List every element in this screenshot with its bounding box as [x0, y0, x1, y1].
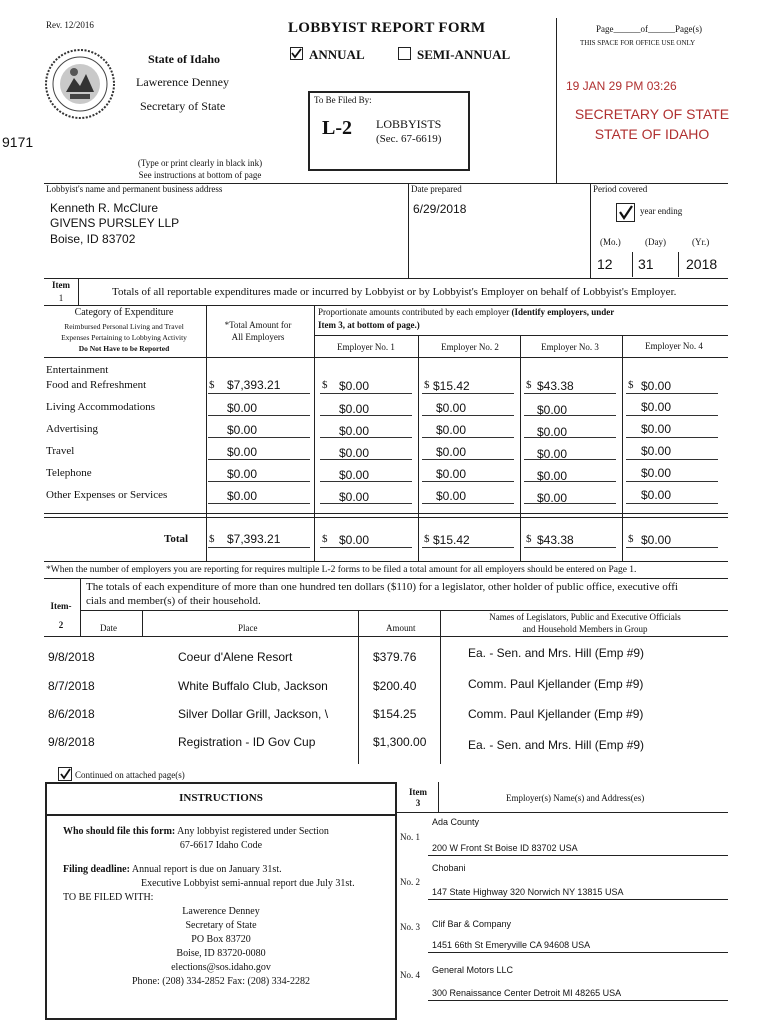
- employer4-name[interactable]: General Motors LLC: [432, 965, 514, 975]
- item2-row2-date[interactable]: 8/7/2018: [48, 679, 95, 693]
- semi-annual-option[interactable]: [398, 47, 510, 63]
- travel-emp1[interactable]: $0.00: [339, 446, 370, 460]
- item2-number: 2: [58, 620, 64, 630]
- advertising-emp2[interactable]: $0.00: [436, 423, 467, 437]
- phone-fax: Phone: (208) 334-2852 Fax: (208) 334-2282: [131, 976, 311, 987]
- row-label-living: Living Accommodations: [46, 401, 156, 413]
- telephone-total[interactable]: $0.00: [227, 467, 258, 481]
- item2-heading: The totals of each expenditure of more than one hundred ten dollars ($110) for a legislator, other holder of public office, executive offi: [86, 581, 678, 593]
- year-ending-label: year ending: [640, 206, 683, 216]
- day-label: (Day): [645, 237, 666, 247]
- received-stamp-line2: STATE OF IDAHO: [594, 126, 710, 142]
- continued-label: Continued on attached page(s): [75, 770, 185, 780]
- annual-label: ANNUAL: [309, 47, 365, 62]
- employer2-name[interactable]: Chobani: [432, 863, 466, 873]
- election-email[interactable]: elections@sos.idaho.gov: [171, 962, 271, 973]
- annual-option[interactable]: [290, 47, 365, 63]
- proportionate-header: Proportionate amounts contributed by each employer (Identify employers, under: [318, 307, 615, 317]
- annual-checkbox[interactable]: [290, 47, 303, 60]
- instructions-title: INSTRUCTIONS: [179, 792, 263, 804]
- living-emp1[interactable]: $0.00: [339, 402, 370, 416]
- item1-footnote: *When the number of employers you are reporting for requires multiple L-2 forms to be filed a total amount for all employers should be entered on Page 1.: [46, 565, 637, 575]
- other-total[interactable]: $0.00: [227, 489, 258, 503]
- filing-deadline: Filing deadline: Annual report is due on January 31st.: [63, 864, 282, 875]
- telephone-emp3[interactable]: $0.00: [537, 469, 568, 483]
- other-emp4[interactable]: $0.00: [641, 488, 672, 502]
- employer-col-1: Employer No. 1: [337, 342, 395, 352]
- item3-label: Item: [409, 787, 427, 797]
- employer4-no: No. 4: [400, 970, 420, 980]
- month-label: (Mo.): [600, 237, 621, 247]
- advertising-emp1[interactable]: $0.00: [339, 424, 370, 438]
- item2-row1-names[interactable]: Ea. - Sen. and Mrs. Hill (Emp #9): [468, 646, 645, 660]
- item2-heading-2: cials and member(s) of their household.: [86, 595, 261, 607]
- telephone-emp4[interactable]: $0.00: [641, 466, 672, 480]
- advertising-emp3[interactable]: $0.00: [537, 425, 568, 439]
- category-title: Category of Expenditure: [74, 307, 174, 318]
- lobbyist-address-label: Lobbyist's name and permanent business address: [46, 184, 223, 194]
- continued-option[interactable]: [58, 767, 185, 781]
- total-emp4[interactable]: $0.00: [641, 533, 672, 547]
- period-month[interactable]: 12: [597, 256, 613, 272]
- item2-label: Item-: [50, 601, 72, 611]
- received-stamp-line1: SECRETARY OF STATE: [574, 106, 730, 122]
- travel-total[interactable]: $0.00: [227, 445, 258, 459]
- item2-row4-date[interactable]: 9/8/2018: [48, 735, 95, 749]
- advertising-emp4[interactable]: $0.00: [641, 422, 672, 436]
- employer1-no: No. 1: [400, 832, 420, 842]
- who-should-file: Who should file this form: Any lobbyist registered under Section: [63, 826, 329, 837]
- margin-number: 9171: [2, 134, 34, 150]
- address-line-4: Boise, ID 83720-0080: [176, 948, 266, 959]
- item2-col-names: Names of Legislators, Public and Executive Officials: [489, 612, 681, 622]
- other-emp3[interactable]: $0.00: [537, 491, 568, 505]
- who-should-file-2: 67-6617 Idaho Code: [179, 840, 263, 851]
- employer4-address[interactable]: 300 Renaissance Center Detroit MI 48265 USA: [432, 988, 622, 998]
- employer-col-4: Employer No. 4: [645, 341, 703, 351]
- employer3-no: No. 3: [400, 922, 420, 932]
- item3-heading: Employer(s) Name(s) and Address(es): [506, 793, 645, 803]
- travel-emp4[interactable]: $0.00: [641, 444, 672, 458]
- row-label-advertising: Advertising: [46, 423, 98, 435]
- continued-checkbox[interactable]: [58, 767, 72, 781]
- address-line-2: Secretary of State: [185, 920, 257, 931]
- item2-row3-amount[interactable]: $154.25: [373, 707, 417, 721]
- living-emp2[interactable]: $0.00: [436, 401, 467, 415]
- semi-annual-label: SEMI-ANNUAL: [417, 47, 511, 62]
- office-name: Secretary of State: [140, 99, 226, 113]
- advertising-total[interactable]: $0.00: [227, 423, 258, 437]
- employer3-name[interactable]: Clif Bar & Company: [432, 919, 512, 929]
- item2-row2-place[interactable]: White Buffalo Club, Jackson: [178, 679, 328, 693]
- lobbyist-name[interactable]: Kenneth R. McClure: [50, 201, 159, 215]
- period-day[interactable]: 31: [638, 256, 654, 272]
- item2-row1-amount[interactable]: $379.76: [373, 650, 417, 664]
- food-total[interactable]: $7,393.21: [227, 378, 281, 392]
- page-count-label: Page______of______Page(s): [596, 24, 702, 34]
- form-section: (Sec. 67-6619): [376, 133, 442, 145]
- item2-row3-names[interactable]: Comm. Paul Kjellander (Emp #9): [468, 707, 644, 721]
- item2-row2-amount[interactable]: $200.40: [373, 679, 417, 693]
- row-label-entertainment: Entertainment: [46, 364, 109, 376]
- form-title: LOBBYIST REPORT FORM: [288, 20, 486, 36]
- total-label: Total: [164, 533, 189, 545]
- employer2-no: No. 2: [400, 877, 420, 887]
- period-covered-label: Period covered: [593, 184, 648, 194]
- row-label-travel: Travel: [46, 445, 75, 457]
- telephone-emp1[interactable]: $0.00: [339, 468, 370, 482]
- date-prepared[interactable]: 6/29/2018: [413, 202, 467, 216]
- food-emp2[interactable]: $15.42: [433, 379, 470, 393]
- see-instructions: See instructions at bottom of page: [138, 170, 262, 180]
- employer-col-2: Employer No. 2: [441, 342, 499, 352]
- semi-annual-checkbox[interactable]: [398, 47, 411, 60]
- travel-emp2[interactable]: $0.00: [436, 445, 467, 459]
- form-code: L-2: [322, 117, 352, 139]
- office-use-label: THIS SPACE FOR OFFICE USE ONLY: [580, 39, 696, 47]
- total-amount-header-2: All Employers: [231, 332, 285, 342]
- filing-deadline-2: Executive Lobbyist semi-annual report due July 31st.: [141, 878, 355, 889]
- item2-row3-place[interactable]: Silver Dollar Grill, Jackson, \: [178, 707, 329, 721]
- instructions-box: [45, 782, 397, 1020]
- item1-heading: Totals of all reportable expenditures made or incurred by Lobbyist or by Lobbyist's Employer on behalf of Lobbyist's Employer.: [112, 286, 677, 298]
- category-note-3: Do Not Have to be Reported: [78, 344, 170, 353]
- proportionate-header-2: Item 3, at bottom of page.): [318, 320, 420, 330]
- food-emp4[interactable]: $0.00: [641, 379, 672, 393]
- item2-col-amount: Amount: [386, 623, 416, 633]
- ink-instruction: (Type or print clearly in black ink): [137, 158, 263, 168]
- state-name: State of Idaho: [148, 52, 221, 66]
- file-with-label: TO BE FILED WITH:: [63, 892, 154, 903]
- employer1-address[interactable]: 200 W Front St Boise ID 83702 USA: [432, 843, 578, 853]
- item2-row4-amount[interactable]: $1,300.00: [373, 735, 427, 749]
- lobbyist-firm[interactable]: GIVENS PURSLEY LLP: [50, 216, 180, 230]
- item2-row2-names[interactable]: Comm. Paul Kjellander (Emp #9): [468, 677, 644, 691]
- telephone-emp2[interactable]: $0.00: [436, 467, 467, 481]
- living-total[interactable]: $0.00: [227, 401, 258, 415]
- year-ending-checkbox[interactable]: [616, 203, 635, 222]
- received-stamp-date: 19 JAN 29 PM 03:26: [566, 79, 677, 93]
- grand-total[interactable]: $7,393.21: [227, 532, 281, 546]
- item2-col-names-2: and Household Members in Group: [522, 624, 648, 634]
- item2-col-date: Date: [100, 623, 117, 633]
- other-emp2[interactable]: $0.00: [436, 489, 467, 503]
- living-emp3[interactable]: $0.00: [537, 403, 568, 417]
- item2-row3-date[interactable]: 8/6/2018: [48, 707, 95, 721]
- year-label: (Yr.): [692, 237, 710, 247]
- employer1-name[interactable]: Ada County: [432, 817, 480, 827]
- food-emp1[interactable]: $0.00: [339, 379, 370, 393]
- address-line-3: PO Box 83720: [191, 934, 251, 945]
- item2-row4-names[interactable]: Ea. - Sen. and Mrs. Hill (Emp #9): [468, 738, 645, 752]
- employer2-address[interactable]: 147 State Highway 320 Norwich NY 13815 USA: [432, 887, 624, 897]
- address-line-1: Lawerence Denney: [182, 906, 260, 917]
- item3-number: 3: [415, 798, 421, 808]
- total-emp3[interactable]: $43.38: [537, 533, 574, 547]
- form-code-box: [308, 91, 470, 171]
- official-name: Lawerence Denney: [136, 75, 229, 89]
- total-emp1[interactable]: $0.00: [339, 533, 370, 547]
- category-note-1: Reimbursed Personal Living and Travel: [64, 322, 184, 331]
- living-emp4[interactable]: $0.00: [641, 400, 672, 414]
- period-year[interactable]: 2018: [686, 256, 718, 272]
- item1-number: 1: [58, 293, 64, 303]
- food-emp3[interactable]: $43.38: [537, 379, 574, 393]
- date-prepared-label: Date prepared: [411, 184, 462, 194]
- other-emp1[interactable]: $0.00: [339, 490, 370, 504]
- item2-row4-place[interactable]: Registration - ID Gov Cup: [178, 735, 316, 749]
- idaho-seal-icon: [44, 48, 116, 120]
- lobbyist-city[interactable]: Boise, ID 83702: [50, 232, 136, 246]
- revision-label: Rev. 12/2016: [46, 20, 94, 30]
- total-amount-header: *Total Amount for: [224, 320, 292, 330]
- to-be-filed-label: To Be Filed By:: [314, 95, 372, 105]
- item2-col-place: Place: [238, 623, 258, 633]
- item1-label: Item: [52, 280, 70, 290]
- total-emp2[interactable]: $15.42: [433, 533, 470, 547]
- item2-row1-date[interactable]: 9/8/2018: [48, 650, 95, 664]
- item2-row1-place[interactable]: Coeur d'Alene Resort: [178, 650, 293, 664]
- row-label-other: Other Expenses or Services: [46, 489, 168, 501]
- row-label-telephone: Telephone: [46, 467, 92, 479]
- employer-col-3: Employer No. 3: [541, 342, 599, 352]
- employer3-address[interactable]: 1451 66th St Emeryville CA 94608 USA: [432, 940, 591, 950]
- row-label-food: Food and Refreshment: [46, 379, 147, 391]
- travel-emp3[interactable]: $0.00: [537, 447, 568, 461]
- form-name: LOBBYISTS: [376, 117, 442, 131]
- category-note-2: Expenses Pertaining to Lobbying Activity: [61, 333, 187, 342]
